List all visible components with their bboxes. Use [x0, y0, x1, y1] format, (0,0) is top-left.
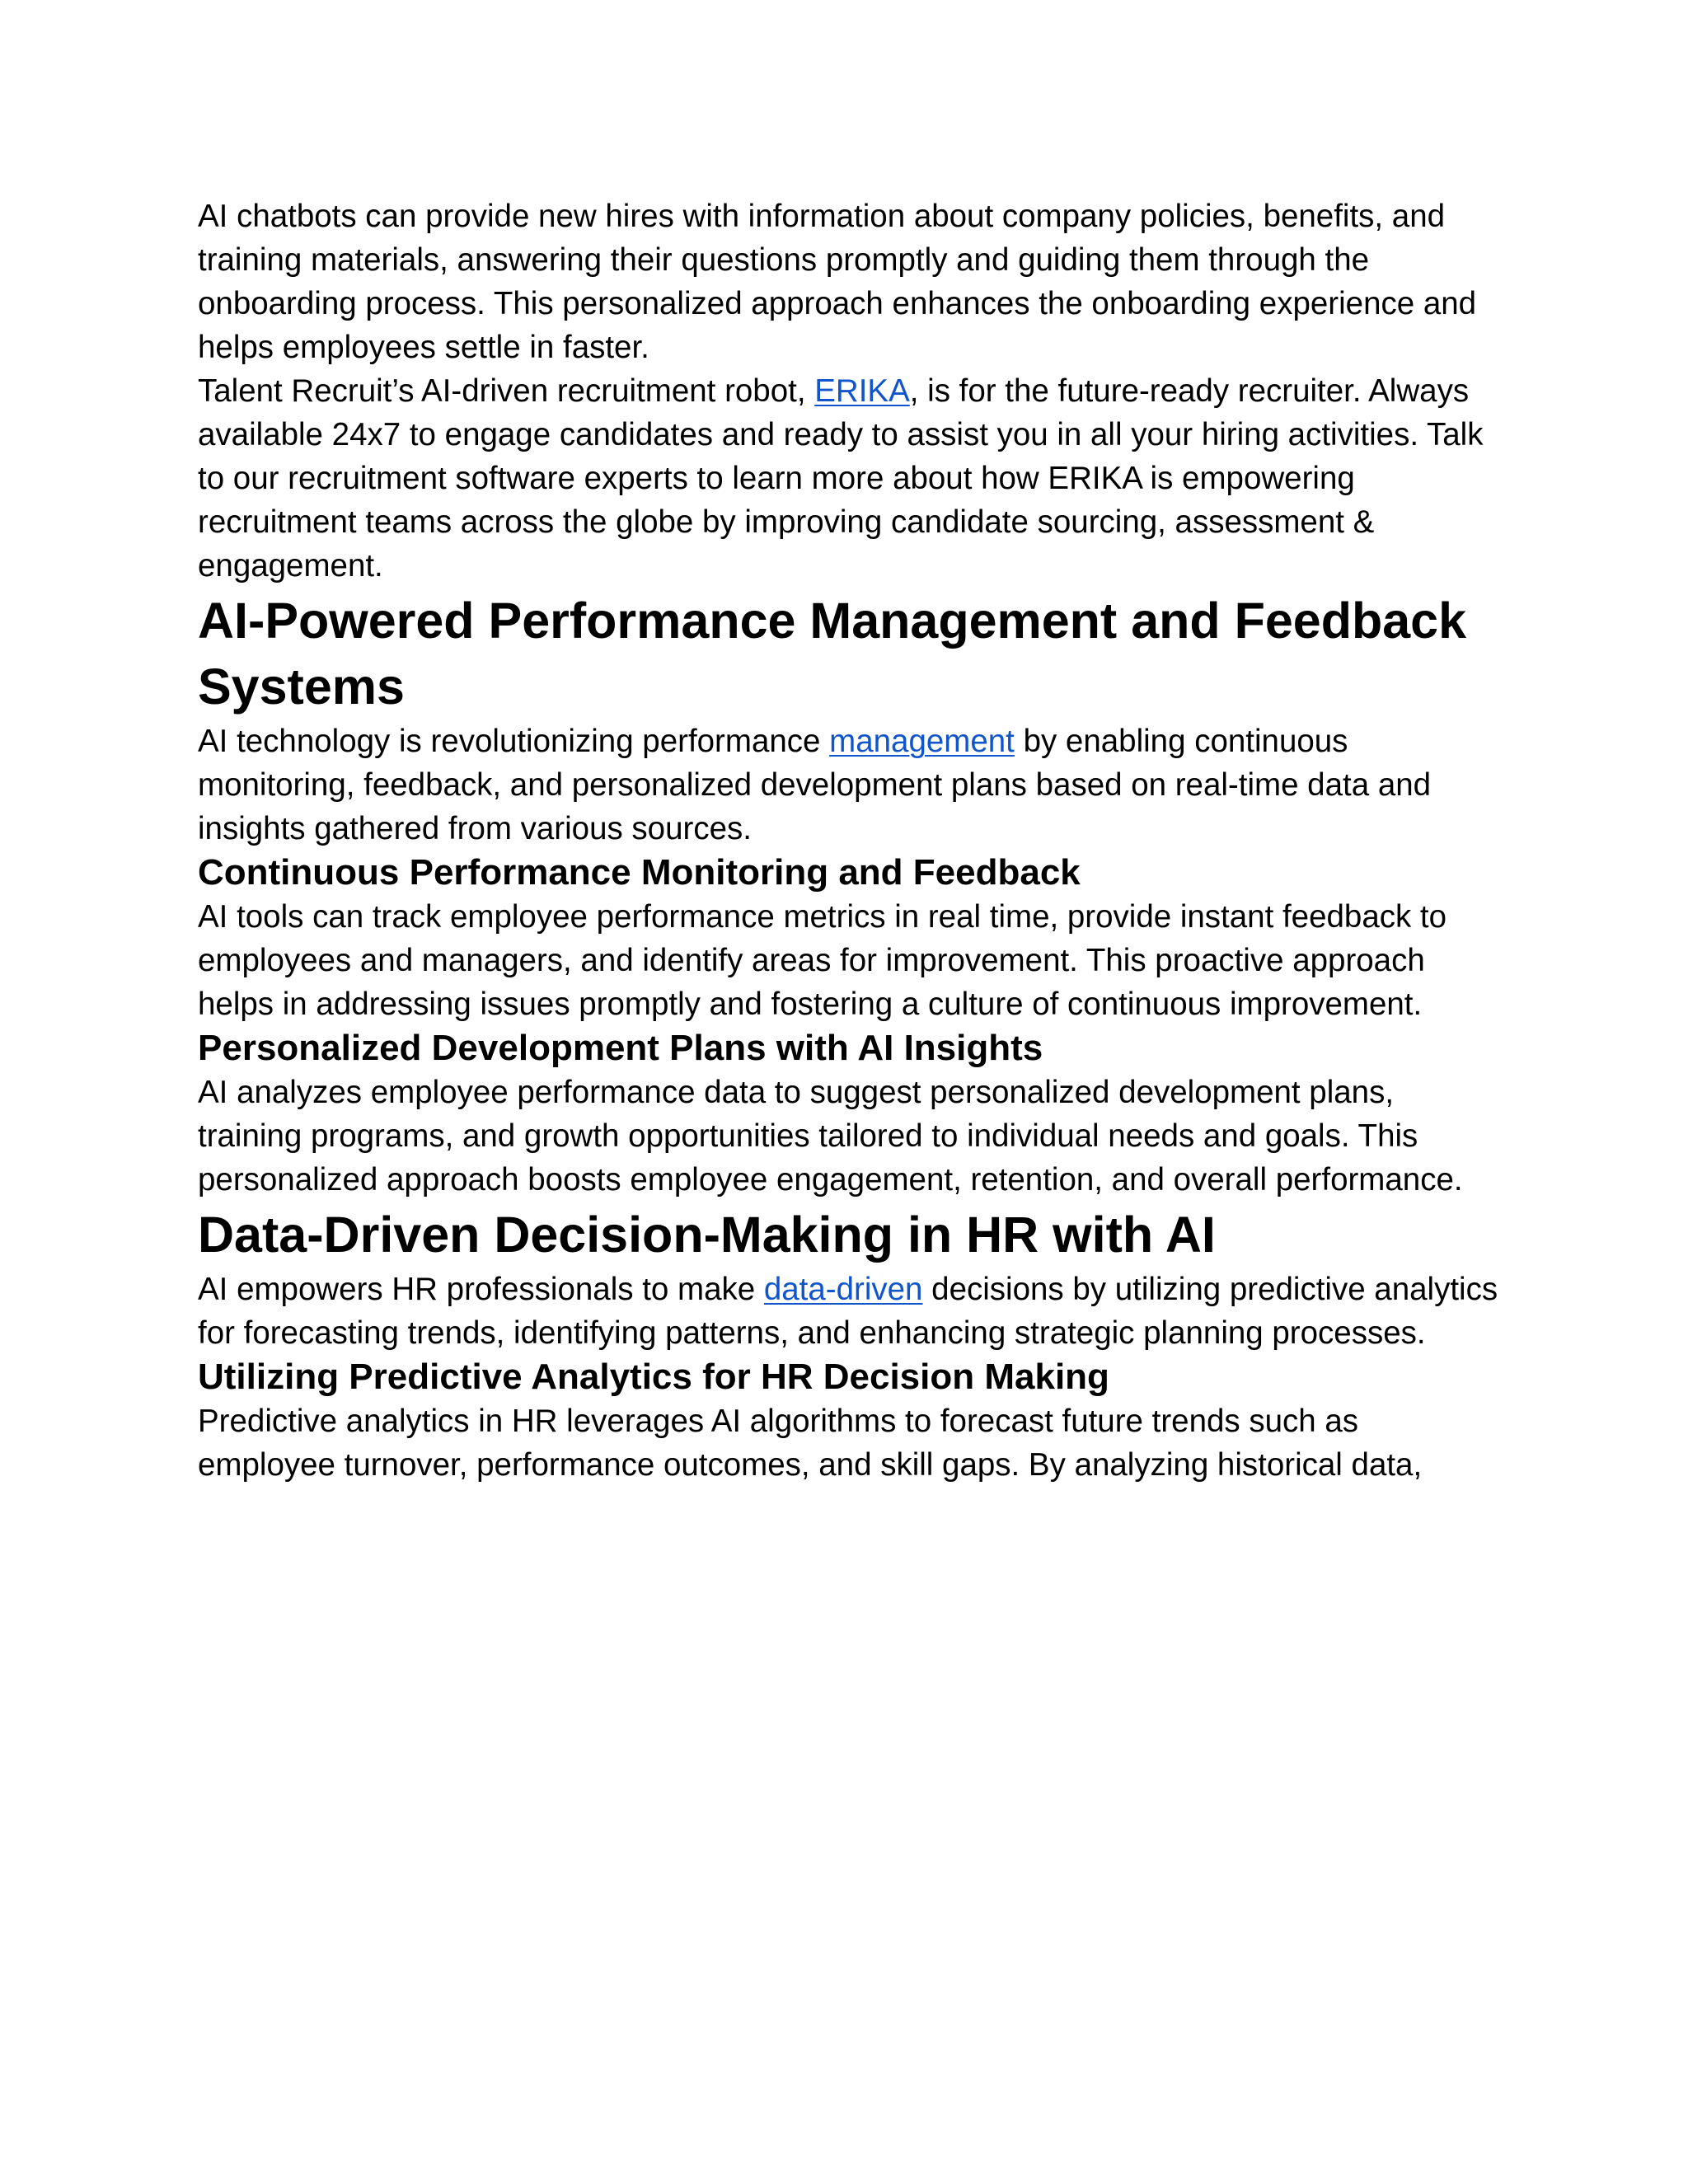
paragraph-data-text-start: AI empowers HR professionals to make	[198, 1272, 764, 1307]
heading-predictive-analytics: Utilizing Predictive Analytics for HR Decision Making	[198, 1357, 1109, 1397]
heading-continuous-monitoring: Continuous Performance Monitoring and Feedback	[198, 852, 1081, 893]
heading-development-plans: Personalized Development Plans with AI Insights	[198, 1028, 1043, 1068]
management-link[interactable]: management	[829, 724, 1015, 759]
erika-link[interactable]: ERIKA	[814, 373, 910, 409]
data-driven-link[interactable]: data-driven	[763, 1272, 923, 1307]
paragraph-performance-text-end: by enabling continuous monitoring, feedback, and personalized development plans based on real-time data and insights gathered from various sources.	[198, 724, 1432, 846]
paragraph-monitoring: AI tools can track employee performance metrics in real time, provide instant feedback to employees and managers, and identify areas for improvement. This proactive approach helps in addressing issues promptly and fostering a culture of continuous improvement.	[198, 899, 1447, 1022]
paragraph-predictive: Predictive analytics in HR leverages AI algorithms to forecast future trends such as employee turnover, performance outcomes, and skill gaps. By analyzing historical data,	[198, 1404, 1423, 1483]
paragraph-erika-text-end: , is for the future-ready recruiter. Always available 24x7 to engage candidates and ready to assist you in all your hiring activities. Talk to our recruitment software experts to learn more about how ERIKA is empowering recruitment teams across the globe by improving candidate sourcing, assessment & engagement.	[198, 373, 1484, 583]
heading-data-driven: Data-Driven Decision-Making in HR with AI	[198, 1207, 1216, 1263]
paragraph-performance-intro	[198, 719, 1500, 851]
paragraph-data-intro	[198, 1268, 1500, 1355]
paragraph-chatbots: AI chatbots can provide new hires with information about company policies, benefits, and training materials, answering their questions promptly and guiding them through the onboarding process. This personalized approach enhances the onboarding experience and helps employees settle in faster.	[198, 199, 1477, 365]
heading-performance-management: AI-Powered Performance Management and Feedback Systems	[198, 593, 1466, 715]
paragraph-performance-text-start: AI technology is revolutionizing performance	[198, 724, 830, 759]
document-page	[198, 194, 1500, 1487]
paragraph-data-text-end: decisions by utilizing predictive analytics for forecasting trends, identifying patterns, and enhancing strategic planning processes.	[198, 1272, 1498, 1351]
paragraph-development: AI analyzes employee performance data to suggest personalized development plans, training programs, and growth opportunities tailored to individual needs and goals. This personalized approach boosts employee engagement, retention, and overall performance.	[198, 1075, 1463, 1197]
paragraph-erika	[198, 369, 1500, 588]
paragraph-erika-text-start: Talent Recruit’s AI-driven recruitment robot,	[198, 373, 815, 409]
